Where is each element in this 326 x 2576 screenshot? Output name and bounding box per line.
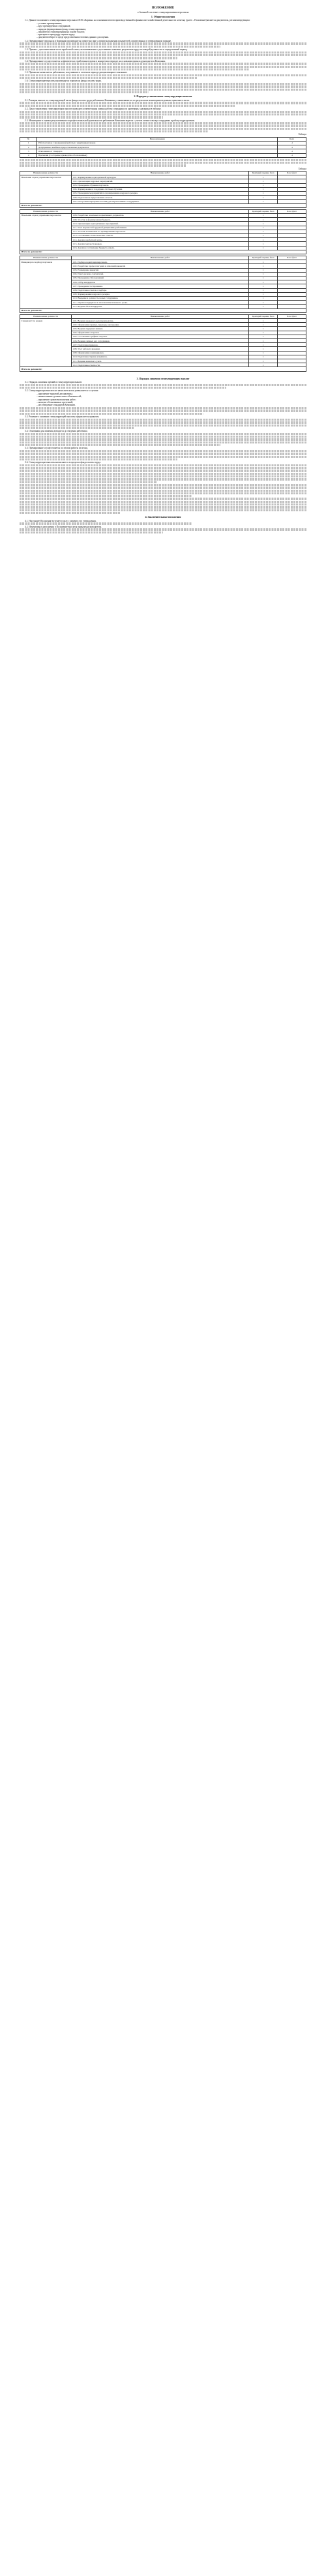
table-cell: 1: [249, 335, 278, 338]
list-item: – нарушение трудовой дисциплины;: [37, 393, 306, 395]
column-header: Вид нарушения: [37, 137, 278, 141]
column-header: Балл: [278, 137, 306, 141]
list-item: – наличие обоснованных претензий;: [37, 401, 306, 404]
table-cell: 1: [249, 288, 278, 292]
document-title: ПОЛОЖЕНИЕ: [151, 7, 175, 10]
table-cell: 1: [249, 280, 278, 284]
column-header: Балл факт: [278, 209, 306, 213]
table-cell: 1: [249, 296, 278, 300]
paragraph: 3.1. Порядок лишения премий и стимулирующих выплат.: [25, 380, 82, 383]
table-cell: 1.10. Организация корпоративных мероприятий.: [72, 222, 249, 226]
table-cell: 1: [249, 319, 278, 323]
role-cell: Менеджер по подбору персонала: [20, 260, 72, 308]
role-cell: Начальник отдела управления персоналом: [20, 175, 72, 203]
table-cell: 1.05. Проведение мероприятий по формированию кадрового резерва.: [72, 191, 249, 195]
total-label: Итого по должности:: [20, 367, 306, 371]
table-cell: 1.02. Оформление приема, перевода, увольнения.: [72, 323, 249, 327]
scorecard-table: [20, 209, 306, 254]
table-cell: 1: [249, 264, 278, 268]
table-cell: 1.06. Ведение личных дел сотрудников.: [72, 339, 249, 343]
total-row: [20, 250, 306, 254]
table-cell: 1: [249, 230, 278, 233]
table-cell: 1.07. Построение карьерных лестниц для перспективных сотрудников.: [72, 200, 249, 203]
table-cell: 1: [249, 187, 278, 191]
table-cell: 1.03. Размещение вакансий.: [72, 268, 249, 272]
table-cell: 1.11. Учет ведомостей трудовой дисциплины работников.: [72, 226, 249, 230]
table-cell: 1.09. Участие в формировании бюджета.: [72, 218, 249, 222]
paragraph: 3.6. Стимулирующие выплаты начисляются в пределах фонда оплаты труда.: [25, 461, 101, 464]
scorecard-tables: [20, 171, 306, 372]
paragraph: 3.5. Премирование осуществляется по итогам работы за месяц.: [25, 447, 88, 450]
table-cell: 1.15. Анализ текучести кадров.: [72, 242, 249, 246]
total-label: Итого по должности:: [20, 250, 306, 254]
list-item: – критерии и процедуру оценки труда;: [37, 33, 306, 36]
table-cell: 1: [249, 327, 278, 331]
column-header: Наименование должности: [20, 256, 72, 260]
table-cell: -1: [278, 149, 306, 153]
table-cell: Отклонение от стандарта: [37, 149, 278, 153]
scorecard-table: [20, 256, 306, 313]
paragraph: 3.4. Основания для лишения доводятся до сведения работника.: [25, 430, 88, 433]
table-cell: 1: [249, 331, 278, 335]
column-header: №: [20, 137, 37, 141]
table-cell: 1.02. Разработка профессиограмм и описаний вакансий.: [72, 264, 249, 268]
table-cell: 1: [249, 359, 278, 363]
table-cell: 1: [249, 272, 278, 276]
table-cell: -1: [278, 145, 306, 149]
table-cell: 1.04. Оформление отпусков.: [72, 331, 249, 335]
table-cell: 1.12. Подготовка отчетности.: [72, 363, 249, 367]
table-cell: 1: [249, 246, 278, 250]
table-cell: 1.12. Ведение базы кандидатов.: [72, 305, 249, 308]
table-cell: 1: [249, 339, 278, 343]
scorecard-table: [20, 171, 306, 208]
table-cell: 1: [249, 301, 278, 305]
table-cell: 1.04. Поиск резюме соискателей.: [72, 272, 249, 276]
column-header: Критерий оценки, балл: [249, 256, 278, 260]
list-item: – невыполнение должностных обязанностей;: [37, 395, 306, 398]
paragraph: 3.2. Стимулирующая выплата не начисляется или уменьшается в случаях:: [25, 389, 99, 393]
paragraph: 1.6. Стимулирующие выплаты производятся в пределах фонда оплаты труда.: [25, 80, 102, 83]
table-cell: 1: [249, 191, 278, 195]
role-cell: Начальник отдела управления персоналом: [20, 213, 72, 250]
list-item: – показатели стимулирования на основе баллов;: [37, 31, 306, 33]
table-cell: 1.07. Проведение тестирования.: [72, 284, 249, 288]
table-cell: 1: [249, 351, 278, 355]
table-cell: 1.01. Формирование корпоративной культуры.: [72, 175, 249, 179]
table-cell: 1: [249, 238, 278, 242]
list-item: – порядок формирования фонда стимулирования;: [37, 28, 306, 31]
table-cell: 1.08. Разработка локальных нормативных документов.: [72, 213, 249, 217]
list: [20, 22, 306, 39]
table-cell: Претензии (со стороны руководства обоснованные): [37, 153, 278, 157]
table-cell: 1.01. Подбор и адаптация персонала.: [72, 260, 249, 264]
section-1-heading: 1. Общие положения: [151, 16, 175, 18]
table-cell: 1.03. Проведение обучения персонала.: [72, 183, 249, 187]
table-cell: 1.09. Формирование кадрового резерва.: [72, 292, 249, 296]
table-cell: 1.03. Ведение трудовых книжек.: [72, 327, 249, 331]
column-header: Наименование работ: [72, 256, 249, 260]
table-cell: 1.16. Анализ и составление бюджета отдела.: [72, 246, 249, 250]
table-cell: 1.10. Подготовка справок и выписок.: [72, 355, 249, 359]
paragraph: 4.1. Настоящее Положение вступает в силу с момента его утверждения.: [25, 519, 96, 522]
list: [20, 393, 306, 406]
list-item: – нарушение сроков выполнения работ;: [37, 398, 306, 401]
table-cell: 1.05. Проведение собеседований.: [72, 276, 249, 280]
table-cell: 1: [249, 242, 278, 246]
column-header: Балл факт: [278, 171, 306, 175]
table-cell: 1: [20, 141, 37, 145]
list-item: – условия премирования;: [37, 22, 306, 25]
total-label: Итого по должности:: [20, 203, 306, 207]
table-cell: 1.11. Оценка кандидатов по итогам испытательного срока.: [72, 301, 249, 305]
table-row: [20, 153, 306, 157]
column-header: Наименование должности: [20, 314, 72, 318]
list-item: – несоблюдение стандартов Компании.: [37, 404, 306, 406]
paragraph: 1.5. Премия не начисляется работникам, получившим в отчетном периоде дисциплинарное взыскание.: [25, 71, 128, 74]
table-cell: 1: [249, 363, 278, 367]
table-cell: 1: [249, 284, 278, 288]
role-cell: Специалист по кадрам: [20, 319, 72, 367]
table-cell: Допущенные ошибки в предоставленных документах: [37, 145, 278, 149]
total-row: [20, 308, 306, 312]
list-item: – документооборот в среде представления итоговых данных для оценки.: [37, 36, 306, 38]
table-cell: 1.08. Учет рабочего времени.: [72, 347, 249, 351]
table-cell: 1.06. Отбор кандидатов.: [72, 280, 249, 284]
table-caption: Таблица: [298, 133, 306, 136]
table-cell: 1: [249, 179, 278, 183]
table-cell: 1.01. Ведение кадрового делопроизводства.: [72, 319, 249, 323]
column-header: Балл факт: [278, 314, 306, 318]
table-cell: 1: [249, 323, 278, 327]
table-cell: -1: [278, 153, 306, 157]
paragraph: 1.2. Премирование персонала в Компании производится совместно при условии выполнения показателей, определенных в утвержденном порядке.: [25, 39, 172, 42]
table-cell: -1: [278, 141, 306, 145]
table-cell: 4: [20, 153, 37, 157]
table-cell: 1.02. Организация кадровых мероприятий.: [72, 179, 249, 183]
table-cell: 1: [249, 213, 278, 217]
table-cell: 1: [249, 276, 278, 280]
table-cell: 1.07. Подготовка приказов.: [72, 343, 249, 347]
table-cell: 1: [249, 226, 278, 230]
table-cell: 1: [249, 200, 278, 203]
table-cell: 1: [249, 355, 278, 359]
total-label: Итого по должности:: [20, 308, 306, 312]
table-cell: 1: [249, 183, 278, 187]
paragraph: 2.1. Размеры выплат по стимулирующей части фонда оплаты труда работникам Компании устанавливаются по результатам мониторинга в рамках оценочного листа.: [25, 98, 190, 102]
table-cell: 1.06. Подготовка и представление отчетов.: [72, 196, 249, 200]
table-cell: 1: [249, 305, 278, 308]
paragraph: 4.2. Изменения и дополнения в Положение вносятся приказом руководителя.: [25, 525, 102, 528]
total-row: [20, 367, 306, 371]
violations-table: [20, 137, 306, 158]
table-cell: 1.04. Формирование и поддержка системы обучения.: [72, 187, 249, 191]
total-row: [20, 203, 306, 207]
column-header: Критерий оценки, балл: [249, 314, 278, 318]
section-2-heading: 2. Порядок установления стимулирующих выплат: [134, 95, 192, 98]
table-cell: 1.10. Введение в должность новых сотрудников.: [72, 296, 249, 300]
paragraph: 1.4. Премирование осуществляется за фактически отработанное время в конкретном периоде на основании приказа руководителя Компании.: [25, 59, 166, 63]
table-cell: 1.13. Составление статистических отчетов.: [72, 233, 249, 237]
table-cell: 1: [249, 343, 278, 347]
paragraph: 1.3. Премия – дополнительная часть заработной платы, выплачиваемая за достижение плановых результатов труда по каждой должности за определенный период.: [25, 48, 188, 52]
column-header: Наименование должности: [20, 209, 72, 213]
column-header: Наименование должности: [20, 171, 72, 175]
document-subtitle: о бальной системе стимулирования персонала: [137, 10, 189, 14]
section-3-heading: 3. Порядок лишения стимулирующих выплат: [136, 377, 190, 380]
table-cell: 1: [249, 218, 278, 222]
table-cell: 1: [249, 175, 278, 179]
paragraph: 1.1. Данное положение о стимулировании персонала ООО «Карман» на основании итогов производственной и финансово-хозяйственной деятельности за месяц (далее – Положение) является документом, регламентирующим:: [25, 19, 250, 22]
paragraph: 3.3. Решение о лишении стимулирующей выплаты оформляется приказом.: [25, 415, 100, 419]
table-cell: 1.11. Ведение воинского учета.: [72, 359, 249, 363]
section-4-heading: 4. Заключительные положения: [145, 516, 181, 519]
column-header: Критерий оценки, балл: [249, 171, 278, 175]
column-header: Наименование работ: [72, 209, 249, 213]
paragraph: 2.2. Для установления стимулирующих выплат проводится ежемесячная оценка работы сотрудника по критериям, указанным в таблице.: [25, 107, 162, 110]
list-item: – круг премируемых сотрудников;: [37, 25, 306, 27]
table-cell: 1.12. Участие в комиссиях по премированию персонала.: [72, 230, 249, 233]
column-header: Наименование работ: [72, 314, 249, 318]
table-cell: 1.14. Анализ заработной платы.: [72, 238, 249, 242]
column-header: Наименование работ: [72, 171, 249, 175]
table-cell: 1: [249, 196, 278, 200]
table-cell: Работа (слепок с проведенной работы) с нарушением сроков: [37, 141, 278, 145]
table-cell: 3: [20, 149, 37, 153]
table-cell: 1.05. Составление графика отпусков.: [72, 335, 249, 338]
document-page: [20, 0, 306, 533]
table-cell: 1.09. Оформление командировок.: [72, 351, 249, 355]
table-cell: 2: [20, 145, 37, 149]
table-cell: 1: [249, 268, 278, 272]
column-header: Критерий оценки, балл: [249, 209, 278, 213]
column-header: Балл факт: [278, 256, 306, 260]
table-cell: 1: [249, 292, 278, 296]
table-cell: 1.08. Подготовка отчетов о подборе.: [72, 288, 249, 292]
table-cell: 1: [249, 222, 278, 226]
table-cell: 1: [249, 347, 278, 351]
table-cell: 1: [249, 260, 278, 264]
table-caption: Таблица: [298, 167, 306, 170]
paragraph: 2.3. Мониторинг и оценка результативности профессиональной деятельности работников Компании ведется с учетом личного вклада сотрудника в работу подразделения.: [25, 119, 195, 122]
scorecard-table: [20, 314, 306, 372]
table-cell: 1: [249, 233, 278, 237]
